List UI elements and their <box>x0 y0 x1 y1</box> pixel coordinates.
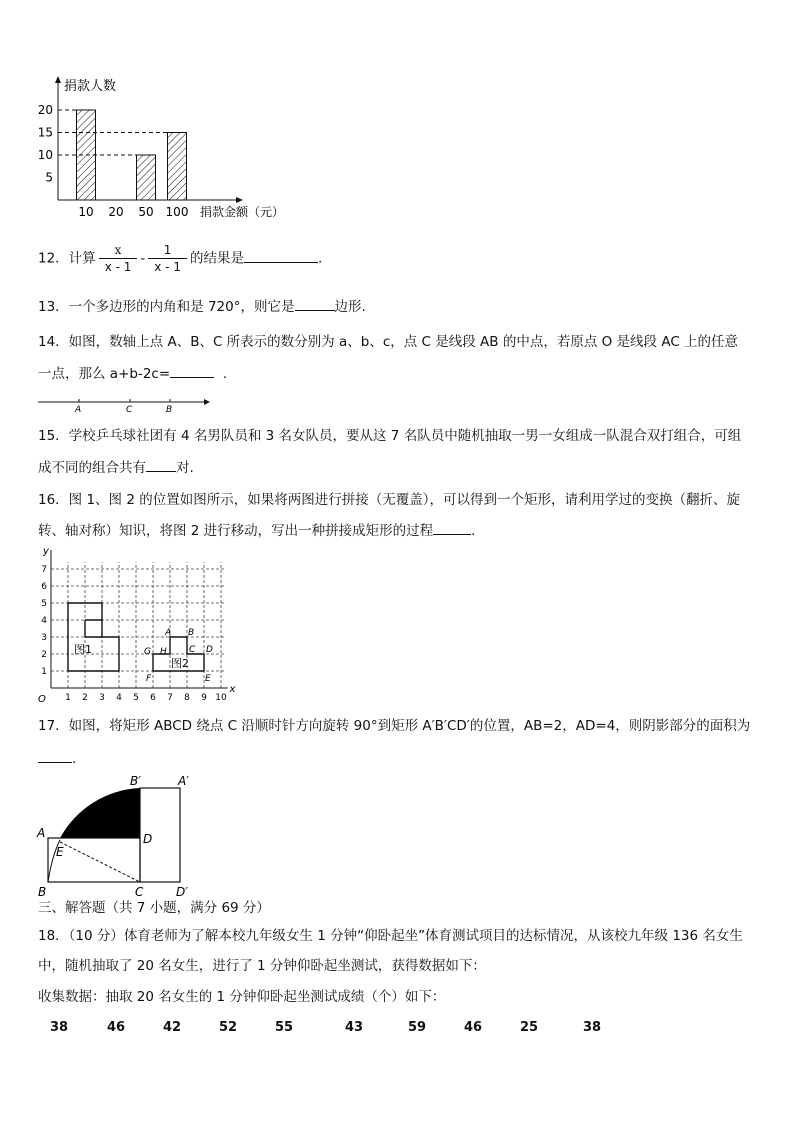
shaded-region <box>60 788 140 838</box>
x-axis-arrow <box>236 197 243 203</box>
label-a: A <box>37 826 46 840</box>
donation-bar-chart <box>30 70 310 230</box>
data-value: 42 <box>163 1020 182 1035</box>
q12-frac2-num: 1 <box>148 242 187 259</box>
rotation-figure <box>34 770 204 900</box>
data-value: 38 <box>50 1020 69 1035</box>
x-axis-label: 捐款金额（元） <box>200 205 285 219</box>
x-tick-label: 2 <box>82 693 88 703</box>
q12-frac1-num: x <box>99 242 138 259</box>
x-tick-label: 3 <box>99 693 105 703</box>
label-b-prime: B′ <box>130 774 141 788</box>
x-tick-label: 10 <box>78 205 94 219</box>
y-tick-label: 15 <box>37 125 53 140</box>
q12-prefix: 12．计算 <box>38 250 96 267</box>
point-a-label: A <box>165 628 172 638</box>
bar <box>137 155 156 200</box>
x-tick-label: 9 <box>201 693 207 703</box>
q15-text-a: 成不同的组合共有 <box>38 460 146 476</box>
question-18-line3: 收集数据：抽取 20 名女生的 1 分钟仰卧起坐测试成绩（个）如下： <box>38 989 446 1005</box>
q16-text-b: . <box>471 523 476 539</box>
y-tick-label: 10 <box>37 148 53 162</box>
label-d-prime: D′ <box>176 885 188 899</box>
point-b-label: B <box>188 628 195 638</box>
y-axis-label: y <box>43 546 49 557</box>
point-c-label: C <box>189 645 196 655</box>
data-value: 38 <box>583 1020 602 1035</box>
question-14-line2 <box>38 363 227 384</box>
q12-frac1-den: x - 1 <box>104 260 132 274</box>
q12-answer-blank <box>244 248 318 263</box>
data-value: 25 <box>520 1020 539 1035</box>
figure-1-label: 图1 <box>74 643 92 656</box>
question-16-line2 <box>38 520 475 541</box>
data-value: 43 <box>345 1020 364 1035</box>
y-tick-label: 4 <box>41 616 47 626</box>
q17-end: . <box>72 751 77 767</box>
q15-text-b: 对. <box>176 460 194 476</box>
point-g-label: G <box>144 647 151 657</box>
x-tick-label: 6 <box>150 693 156 703</box>
x-tick-label: 100 <box>165 205 189 219</box>
q12-fraction-1 <box>99 242 138 275</box>
question-15-line2 <box>38 457 194 478</box>
y-tick-label: 20 <box>37 103 53 117</box>
q12-minus: - <box>140 250 146 267</box>
point-a-label: A <box>75 405 82 415</box>
q15-answer-blank <box>146 457 176 472</box>
segment-ec <box>60 842 140 882</box>
question-15-line1: 15．学校乒乓球社团有 4 名男队员和 3 名女队员，要从这 7 名队员中随机抽取一男一女组成一队混合双打组合，可组 <box>38 428 742 444</box>
y-tick-label: 6 <box>41 582 47 592</box>
y-tick-label: 5 <box>41 599 47 609</box>
x-tick-label: 5 <box>133 693 139 703</box>
y-axis-label: 捐款人数 <box>64 79 117 94</box>
x-tick-label: 1 <box>65 693 71 703</box>
label-a-prime: A′ <box>178 774 189 788</box>
x-tick-label: 20 <box>108 205 124 219</box>
y-tick-label: 5 <box>45 170 53 185</box>
q12-end: . <box>317 250 323 267</box>
q14-text-b: . <box>222 366 228 382</box>
point-f-label: F <box>146 674 152 684</box>
point-b-label: B <box>166 405 173 415</box>
q12-suffix: 的结果是 <box>189 250 244 267</box>
q13-text-b: 边形. <box>334 299 366 315</box>
q13-text-a: 13．一个多边形的内角和是 720°，则它是 <box>38 299 295 315</box>
question-18-line1: 18．（10 分）体育老师为了解本校九年级女生 1 分钟“仰卧起坐”体育测试项目的达标情况，从该校九年级 136 名女生 <box>38 928 743 944</box>
point-d-label: D <box>206 645 213 655</box>
bar <box>168 133 187 201</box>
data-value: 59 <box>408 1020 427 1035</box>
q14-text-a: 一点，那么 a+b-2c= <box>38 366 171 382</box>
label-b: B <box>38 885 47 899</box>
label-c: C <box>135 885 144 899</box>
question-17-line2 <box>38 748 76 769</box>
question-18-line2: 中，随机抽取了 20 名女生，进行了 1 分钟仰卧起坐测试，获得数据如下： <box>38 958 486 974</box>
y-tick-label: 3 <box>41 633 47 643</box>
point-c-label: C <box>126 405 133 415</box>
x-tick-label: 7 <box>167 693 173 703</box>
q14-answer-blank <box>170 363 214 378</box>
x-axis-label: x <box>229 684 236 695</box>
point-e-label: E <box>205 674 211 684</box>
x-tick-label: 8 <box>184 693 190 703</box>
label-d: D <box>143 832 153 846</box>
question-14-line1: 14．如图，数轴上点 A、B、C 所表示的数分别为 a、b、c，点 C 是线段 AB 的中点，若原点 O 是线段 AC 上的任意 <box>38 334 739 350</box>
q17-answer-blank <box>38 748 72 763</box>
y-tick-label: 2 <box>41 650 47 660</box>
x-tick-label: 10 <box>215 693 227 703</box>
x-tick-label: 4 <box>116 693 122 703</box>
origin-label: O <box>38 694 46 704</box>
chart-layer <box>38 76 243 219</box>
q16-text-a: 转、轴对称）知识，将图 2 进行移动，写出一种拼接成矩形的过程 <box>38 523 434 539</box>
data-value: 52 <box>219 1020 238 1035</box>
question-12 <box>38 242 322 275</box>
y-axis-arrow <box>55 76 61 83</box>
q16-answer-blank <box>433 520 471 535</box>
data-value: 46 <box>107 1020 126 1035</box>
q13-answer-blank <box>295 296 335 311</box>
y-tick-label: 1 <box>41 667 47 677</box>
data-value: 46 <box>464 1020 483 1035</box>
question-13 <box>38 296 366 317</box>
number-line-diagram <box>36 394 211 416</box>
grid-figure <box>34 544 254 704</box>
y-tick-label: 7 <box>41 565 47 575</box>
question-17-line1: 17．如图，将矩形 ABCD 绕点 C 沿顺时针方向旋转 90°到矩形 A′B′CD′的位置，AB=2，AD=4，则阴影部分的面积为 <box>38 718 751 734</box>
q12-frac2-den: x - 1 <box>154 260 181 274</box>
x-tick-label: 50 <box>138 205 154 219</box>
bar <box>77 110 96 200</box>
label-e: E <box>56 845 64 859</box>
data-value: 55 <box>275 1020 294 1035</box>
q12-fraction-2 <box>148 242 187 275</box>
question-16-line1: 16．图 1、图 2 的位置如图所示，如果将两图进行拼接（无覆盖），可以得到一个矩形，请利用学过的变换（翻折、旋 <box>38 492 740 508</box>
figure-2-label: 图2 <box>171 657 189 670</box>
section-3-heading: 三、解答题（共 7 小题，满分 69 分） <box>38 900 270 916</box>
point-h-label: H <box>160 647 167 657</box>
